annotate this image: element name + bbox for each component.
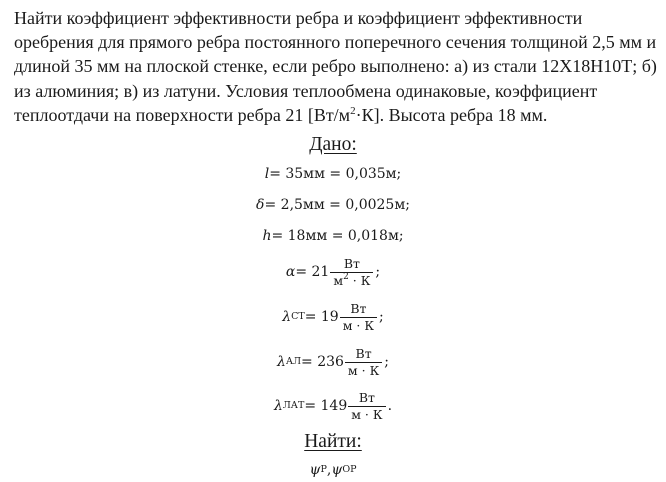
alpha-den-exponent: 2 xyxy=(343,271,349,282)
thickness-symbol: δ xyxy=(256,197,265,213)
alpha-unit-numerator: Вт xyxy=(343,255,360,271)
lambda-st-unit-fraction xyxy=(340,302,377,333)
lambda-al-value: = 236 xyxy=(301,354,344,370)
alpha-symbol: α xyxy=(285,264,296,280)
alpha-equation xyxy=(0,252,666,292)
psi-separator: , xyxy=(326,462,332,478)
alpha-punct: ; xyxy=(375,264,381,280)
height-value: = 18мм = 0,018м; xyxy=(271,228,404,244)
length-symbol: l xyxy=(264,166,270,182)
lambda-al-unit-numerator: Вт xyxy=(355,345,372,361)
height-symbol: h xyxy=(262,228,272,244)
problem-statement xyxy=(14,6,664,127)
unit-exponent: 2 xyxy=(350,104,356,117)
lambda-al-symbol: λ xyxy=(277,354,286,370)
thickness-equation xyxy=(0,197,666,213)
lambda-lat-unit-numerator: Вт xyxy=(358,389,375,405)
lambda-al-equation: λ АЛ = 236 $\frac{Вт}{м \cdot К}$ ; xyxy=(277,345,389,378)
lambda-al-unit-fraction xyxy=(345,347,382,378)
alpha-unit-fraction xyxy=(330,257,373,288)
lambda-al-unit-denominator: м · К xyxy=(345,362,382,378)
lambda-lat-unit-denominator: м · К xyxy=(348,406,385,422)
lambda-lat-unit-fraction xyxy=(348,391,385,422)
lambda-st-punct: ; xyxy=(379,309,384,325)
lambda-st-unit-denominator: м · К xyxy=(340,317,377,333)
lambda-lat-value: = 149 xyxy=(304,398,348,414)
thickness-value: = 2,5мм = 0,0025м; xyxy=(264,197,410,213)
problem-text: Найти коэффициент эффективности ребра и коэффициент эффективности оребрения для прямого ребра постоянного поперечного сечения толщиной 2,5 мм и длиной 35 мм на плоской стенке, если ребро выполнено: а) из стали 12Х18Н10Т; б) из алюминия; в) из латуни. Условия теплообмена одинаковые, коэффициент теплоотдачи на поверхности ребра 21 [Вт/м xyxy=(14,8,657,125)
lambda-st-equation: λ СТ = 19 $\frac{Вт}{м \cdot К}$ ; xyxy=(282,300,384,333)
alpha-value: = 21 xyxy=(295,264,330,280)
length-equation xyxy=(0,166,666,182)
alpha-den-rest: · К xyxy=(348,272,371,288)
find-equation: ψ Р , ψ ОР xyxy=(309,462,357,478)
alpha-den-base: м xyxy=(333,272,344,288)
alpha-unit-denominator xyxy=(330,272,373,288)
psi-symbol-2: ψ xyxy=(331,462,343,478)
lambda-al-punct: ; xyxy=(384,354,389,370)
find-heading: Найти: xyxy=(304,431,362,452)
psi-symbol-1: ψ xyxy=(309,462,321,478)
lambda-lat-punct: . xyxy=(387,398,393,414)
length-value: = 35мм = 0,035м; xyxy=(269,166,402,182)
lambda-st-unit-numerator: Вт xyxy=(350,300,367,316)
lambda-lat-equation: λ ЛАТ = 149 $\frac{Вт}{м \cdot К}$ . xyxy=(273,389,393,422)
given-heading: Дано: xyxy=(309,134,357,155)
problem-text-end: ·К]. Высота ребра 18 мм. xyxy=(355,104,548,125)
lambda-lat-symbol: λ xyxy=(273,398,283,414)
lambda-st-symbol: λ xyxy=(282,309,292,325)
lambda-st-value: = 19 xyxy=(304,309,339,325)
height-equation xyxy=(0,228,666,244)
